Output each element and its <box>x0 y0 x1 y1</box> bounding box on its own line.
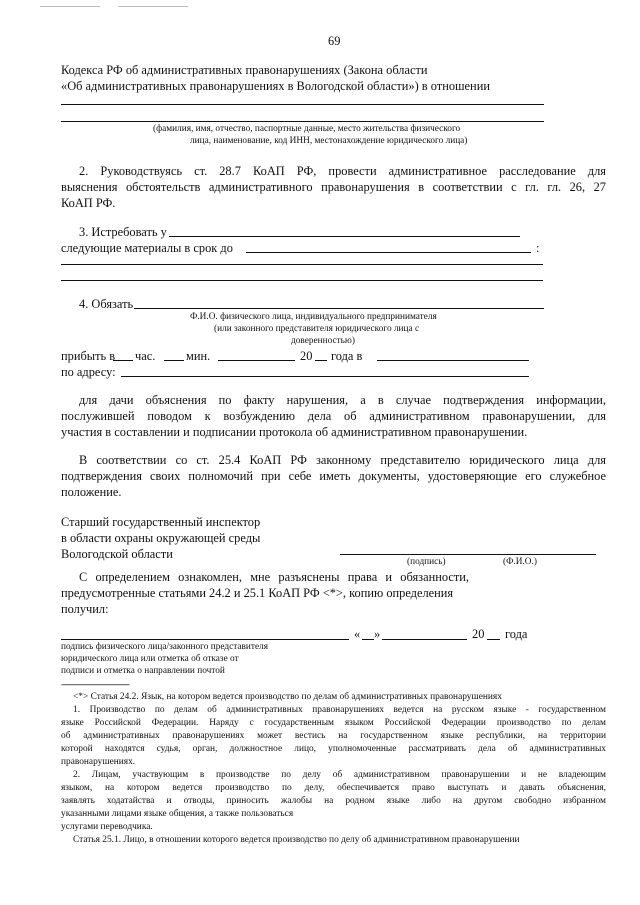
arrive-place-field[interactable] <box>377 360 529 361</box>
footnote-p2-line-5: услугами переводчика. <box>61 822 153 832</box>
address-label: по адресу: <box>61 365 116 379</box>
footnote-p2-line-2: языком, на котором ведется производство по делу, обеспечивается право выступать и давать объяснения, <box>61 783 606 793</box>
intro-line-1: Кодекса РФ об административных правонарушениях (Закона области <box>61 63 428 77</box>
arrive-year-field[interactable] <box>315 360 327 361</box>
arrive-year-prefix: 20 <box>300 349 313 363</box>
item2-line-1: 2. Руководствуясь ст. 28.7 КоАП РФ, провести административное расследование для <box>79 164 606 178</box>
acquainted-line-1: С определением ознакомлен, мне разъяснены права и обязанности, <box>79 570 469 584</box>
recipient-signature-line[interactable] <box>61 639 349 640</box>
arrive-hour-label: час. <box>135 349 156 363</box>
arrive-year-suffix: года в <box>331 349 363 363</box>
arrive-date-field[interactable] <box>218 360 295 361</box>
footnote-p3-line-1: Статья 25.1. Лицо, в отношении которого ведется производство по делу об административном правонарушении <box>73 835 520 845</box>
item2-line-3: КоАП РФ. <box>61 196 116 210</box>
obligee-caption-2: (или законного представителя юридического лица с <box>214 324 420 334</box>
date-open-quote: « <box>354 627 361 641</box>
footnote-p2-line-4: указанными лицами языке общения, а также пользоваться <box>61 809 294 819</box>
acquainted-line-3: получил: <box>61 602 109 616</box>
representative-line-2: подтверждения своих полномочий при себе иметь документы, удостоверяющие его служебное <box>61 469 606 483</box>
acquainted-line-2: предусмотренные статьями 24.2 и 25.1 КоАП РФ <*>, копию определения <box>61 586 454 600</box>
deadline-field[interactable] <box>246 252 531 253</box>
footnote-separator: -------------------------------- <box>61 680 129 690</box>
footnote-p1-line-3: об административных правонарушениях может вестись на государственном языке республики, на территории <box>61 731 606 741</box>
obligee-caption-1: Ф.И.О. физического лица, индивидуального предпринимателя <box>190 312 437 322</box>
footnote-p1-line-1: 1. Производство по делам об административных правонарушениях ведется на русском языке - государственном <box>73 705 606 715</box>
arrive-minute-field[interactable] <box>164 360 184 361</box>
materials-line-2[interactable] <box>61 280 543 281</box>
item3-colon: : <box>536 241 540 255</box>
obligee-caption-3: доверенностью) <box>291 336 355 346</box>
date-year-suffix: года <box>505 627 528 641</box>
address-field[interactable] <box>121 376 529 377</box>
item3-line-2: следующие материалы в срок до <box>61 241 233 255</box>
arrive-minute-label: мин. <box>186 349 211 363</box>
page-number: 69 <box>328 34 341 48</box>
inspector-line-1: Старший государственный инспектор <box>61 515 261 529</box>
subject-caption-2: лица, наименование, код ИНН, местонахождение юридического лица) <box>190 136 468 146</box>
date-year-prefix: 20 <box>472 627 485 641</box>
purpose-line-2: послужившей поводом к возбуждению дела об административном правонарушении, для <box>61 409 606 423</box>
subject-line-1[interactable] <box>61 104 544 105</box>
footnote-p2-line-3: заявлять ходатайства и отводы, приносить жалобы на родном языке либо на другом свободно избранном <box>61 796 606 806</box>
item4-label: 4. Обязать <box>79 297 134 311</box>
obligee-field[interactable] <box>134 308 544 309</box>
representative-line-1: В соответствии со ст. 25.4 КоАП РФ законному представителю юридического лица для <box>79 453 606 467</box>
footnote-heading: <*> Статья 24.2. Язык, на котором ведется производство по делам об административных правонарушениях <box>73 692 502 702</box>
subject-line-2[interactable] <box>61 121 544 122</box>
scan-artifact <box>40 6 100 7</box>
recipient-caption-1: подпись физического лица/законного представителя <box>61 642 268 652</box>
signature-caption: (подпись) <box>407 557 446 567</box>
item2-line-2: выяснения обстоятельств административного правонарушения в соответствии с гл. гл. 26, 27 <box>61 180 606 194</box>
recipient-caption-2: юридического лица или отметка об отказе от <box>61 654 239 664</box>
purpose-line-3: участия в составлении и подписании протокола об административном правонарушении. <box>61 425 528 439</box>
date-year-field[interactable] <box>487 639 500 640</box>
name-caption: (Ф.И.О.) <box>503 557 537 567</box>
materials-line-1[interactable] <box>61 264 543 265</box>
purpose-line-1: для дачи объяснения по факту нарушения, а в случае подтверждения информации, <box>79 393 606 407</box>
footnote-p1-line-5: правонарушениях. <box>61 757 136 767</box>
footnote-p1-line-4: которой находятся судья, орган, должностное лицо, уполномоченные рассматривать дела об административных <box>61 744 606 754</box>
inspector-signature-line[interactable] <box>340 554 596 555</box>
inspector-line-3: Вологодской области <box>61 547 173 561</box>
date-close-quote: » <box>374 627 381 641</box>
representative-line-3: положение. <box>61 485 122 499</box>
date-day-field[interactable] <box>362 639 374 640</box>
footnote-p1-line-2: языке Российской Федерации. Наряду с государственным языком Российской Федерации производство по делам <box>61 718 606 728</box>
arrive-prefix: прибыть в <box>61 349 116 363</box>
item3-line-1: 3. Истребовать у <box>79 225 167 239</box>
intro-line-2: «Об административных правонарушениях в Вологодской области») в отношении <box>61 79 490 93</box>
subject-caption-1: (фамилия, имя, отчество, паспортные данные, место жительства физического <box>153 124 461 134</box>
request-from-field[interactable] <box>169 236 520 237</box>
recipient-caption-3: подписи и отметка о направлении почтой <box>61 666 225 676</box>
footnote-p2-line-1: 2. Лицам, участвующим в производстве по делу об административном правонарушении и не владеющим <box>73 770 606 780</box>
date-month-field[interactable] <box>382 639 467 640</box>
inspector-line-2: в области охраны окружающей среды <box>61 531 261 545</box>
scan-artifact <box>118 6 188 7</box>
arrive-hour-field[interactable] <box>113 360 133 361</box>
